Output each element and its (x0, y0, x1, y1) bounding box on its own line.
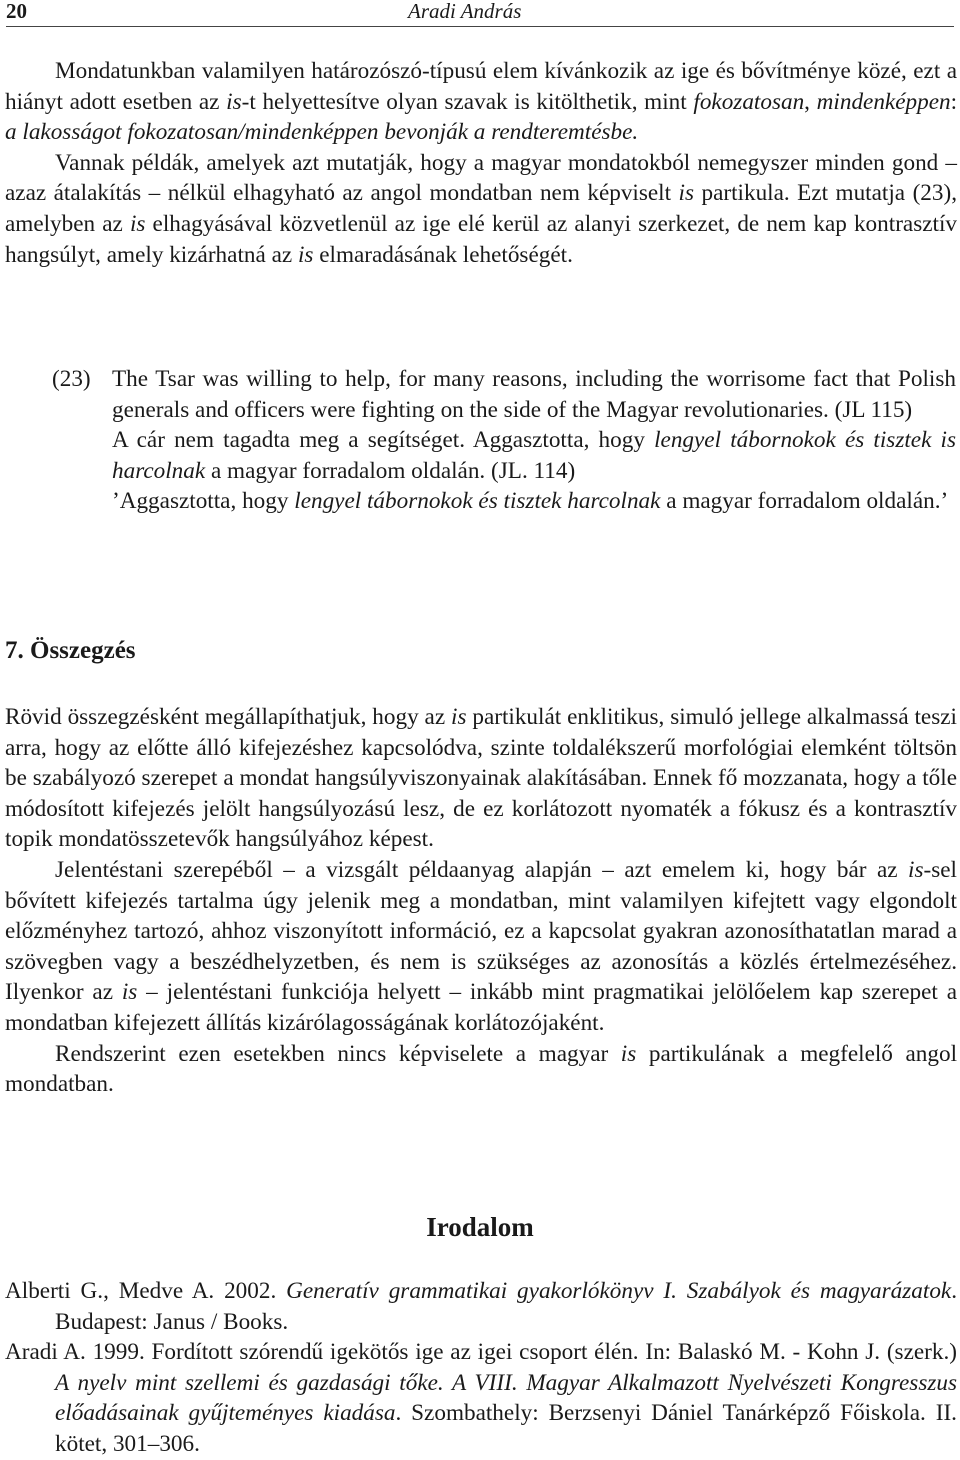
reference-entry: Alberti G., Medve A. 2002. Generatív grammatikai gyakorlókönyv I. Szabályok és magyarázatok. Budapest: Janus / Books. (5, 1278, 957, 1335)
body-block-top (5, 56, 957, 270)
references-list (5, 1276, 957, 1460)
references-heading: Irodalom (426, 1212, 534, 1242)
paragraph-5: Rendszerint ezen esetekben nincs képviselete a magyar is partikulának a megfelelő angol mondatban. (5, 1040, 958, 1098)
paragraph-2: Vannak példák, amelyek azt mutatják, hogy a magyar mondatokból nemegyszer minden gond – azaz átalakítás – nélkül elhagyható az angol mondatban nem képviselt is partikula. Ezt mutatja (23), amelyben az is elhagyásával közvetlenül az ige elé kerül az alanyi szerkezet, de nem kap kontrasztív hangsúlyt, amely kizárhatná az is elmaradásának lehetőségét. (5, 149, 958, 268)
example-hungarian: A cár nem tagadta meg a segítséget. Aggasztotta, hogy lengyel tábornokok és tisztek is harcolnak a magyar forradalom oldalán. (JL. 114) (112, 427, 956, 484)
example-gloss: ’Aggasztotta, hogy lengyel tábornokok és tisztek harcolnak a magyar forradalom oldalán.’ (112, 488, 949, 515)
section-heading: 7. Összegzés (5, 637, 136, 664)
paragraph-3: Rövid összegzésként megállapíthatjuk, hogy az is partikulát enklitikus, simuló jellege alkalmassá teszi arra, hogy az előtte álló kifejezéshez kapcsolódva, szinte toldalékszerű morfológiai elemként töltsön be szabályozó szerepet a mondat hangsúlyviszonyainak alakításában. Ennek fő mozzanata, hogy a tőle módosított kifejezés jelölt hangsúlyozású lesz, de ez korlátozott nyomaték a fókusz és a kontrasztív topik mondatösszetevők hangsúlyához képest. (5, 704, 957, 853)
example-body (112, 364, 956, 517)
paragraph-4: Jelentéstani szerepéből – a vizsgált példaanyag alapján – azt emelem ki, hogy bár az is-sel bővített kifejezés tartalma úgy jelenik meg a mondatban, mint valamilyen kifejtett vagy elgondolt előzményhez tartozó, ahhoz viszonyított információ, ez a kapcsolat gyakran azonosíthatatlan marad a szövegben vagy a beszédhelyzetben, és nem is szükséges az azonosítás a közlés értelmezéséhez. Ilyenkor az is – jelentéstani funkciója helyett – inkább mint pragmatikai jelölőelem kap szerepet a mondatban kifejezett állítás kizárólagosságának korlátozójaként. (5, 856, 958, 1036)
example-english: The Tsar was willing to help, for many reasons, including the worrisome fact that Polish generals and officers were fighting on the side of the Magyar revolutionaries. (JL 115) (112, 366, 956, 423)
reference-entry: Aradi A. 1999. Fordított szórendű igekötős ige az igei csoport élén. In: Balaskó M. - Kohn J. (szerk.) A nyelv mint szellemi és gazdasági tőke. A VIII. Magyar Alkalmazott Nyelvészeti Kongresszus előadásainak gyűjteményes kiadása. Szombathely: Berzsenyi Dániel Tanárképző Főiskola. II. kötet, 301–306. (5, 1339, 957, 1457)
running-header (6, 0, 954, 27)
page-number: 20 (6, 0, 27, 23)
example-number: (23) (52, 366, 91, 392)
running-author: Aradi András (408, 0, 522, 23)
paragraph-1: Mondatunkban valamilyen határozószó-típusú elem kívánkozik az ige és bővítménye közé, ezt a hiányt adott esetben az is-t helyettesítve olyan szavak is kitölthetik, mint fokozatosan, mindenképpen: a lakosságot fokozatosan/mindenképpen bevonják a rendteremtésbe. (5, 58, 958, 146)
body-block-summary (5, 702, 957, 1100)
